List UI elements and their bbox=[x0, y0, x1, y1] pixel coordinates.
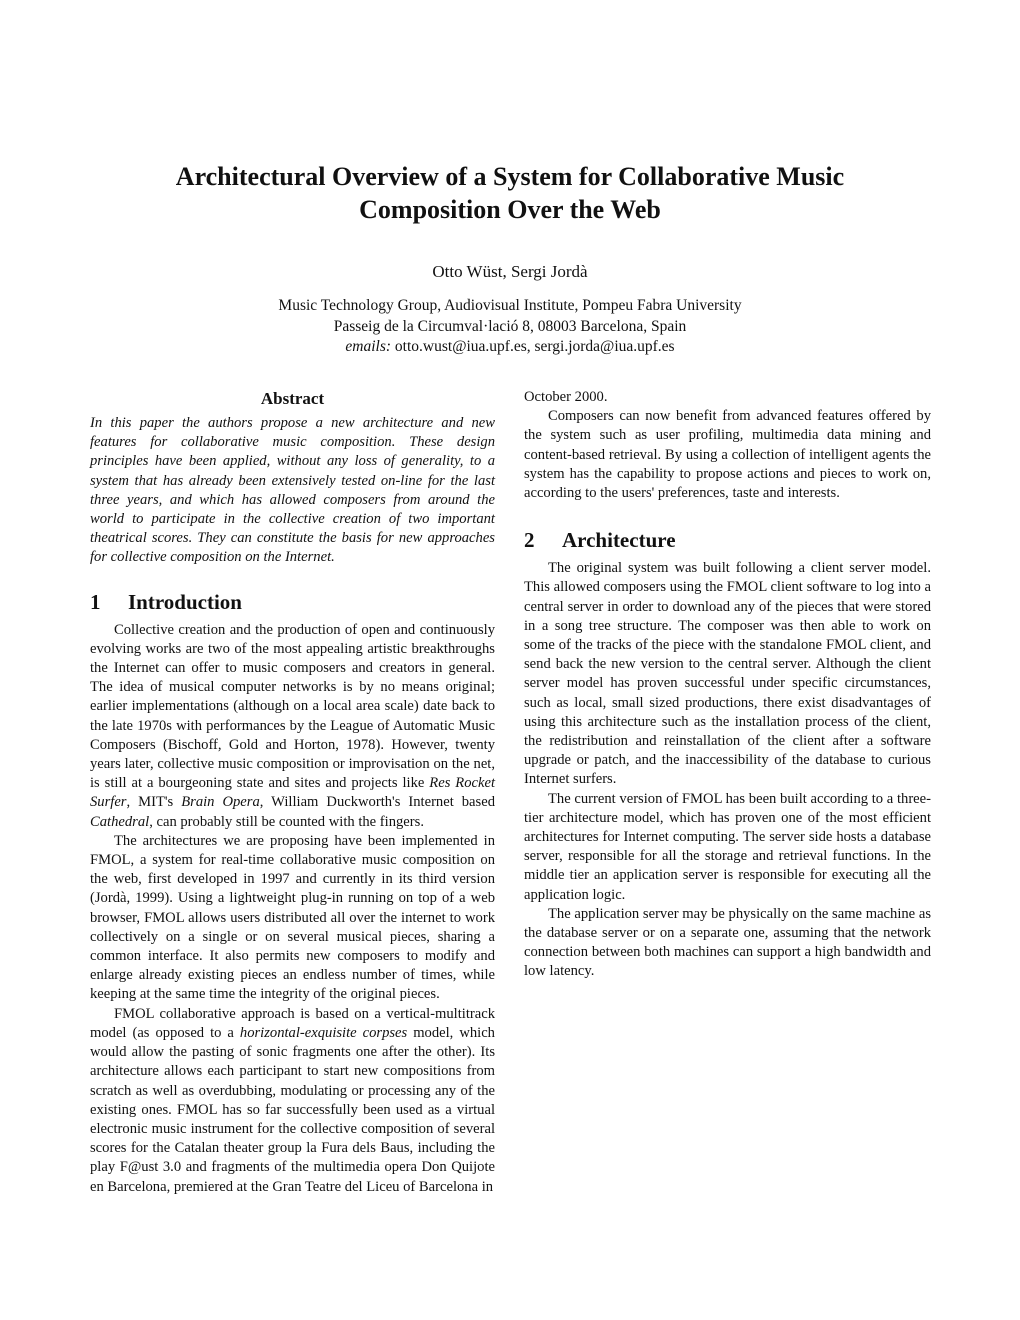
model-name: horizontal-exquisite corpses bbox=[239, 1024, 408, 1041]
project-name: Brain Opera bbox=[181, 794, 260, 811]
authors: Otto Wüst, Sergi Jordà bbox=[432, 262, 588, 281]
left-column bbox=[90, 388, 495, 1197]
affiliation-emails bbox=[0, 337, 1020, 358]
section-number: 1 bbox=[90, 589, 101, 614]
section-title: Architecture bbox=[562, 528, 676, 553]
emails-label: emails: bbox=[345, 338, 392, 355]
right-column bbox=[524, 388, 931, 982]
paper-title: Architectural Overview of a System for Collaborative Music Composition Over the Web bbox=[175, 162, 845, 224]
section-heading-introduction bbox=[90, 589, 495, 615]
paragraph: Collective creation and the production of open and continuously evolving works are two of the most appealing artistic breakthroughs the Internet can offer to music composers and creators in general. The idea of musical computer networks is by no means original; earlier implementations (although on a local area scale) date back to the late 1970s with performances by the League of Automatic Music Composers (Bischoff, Gold and Horton, 1978). However, twenty years later, collective music composition or improvisation on the net, is still at a bourgeoning state and sites and projects like Res Rocket Surfer, MIT's Brain Opera, William Duckworth's Internet based Cathedral, can probably still be counted with the fingers. bbox=[90, 621, 495, 830]
affiliation bbox=[0, 296, 1020, 358]
paragraph: The original system was built following a client server model. This allowed composers using the FMOL client software to log into a central server in order to download any of the pieces that were stored in a song tree structure. The composer was then able to work on some of the tracks of the piece with the standalone FMOL client, and send back the new version to the central server. Although the client server model has proven successful under specific circumstances, such as local, small sized productions, there exist disadvantages of using this architecture such as the installation process of the client, the redistribution and reinstallation of the client after a software upgrade or patch, and the inaccessibility of the database to curious Internet surfers. bbox=[524, 560, 931, 788]
abstract-text: In this paper the authors propose a new architecture and new features for collaborative music composition. These design principles have been applied, without any loss of generality, to a system that has already been extensively tested on-line for the last three years, and which has allowed composers from around the world to participate in the collective creation of two important theatrical scores. They can constitute the basis for new approaches for collective composition on the Internet. bbox=[90, 415, 495, 566]
paragraph: The architectures we are proposing have been implemented in FMOL, a system for real-time collaborative music composition on the web, first developed in 1997 and currently in its third version (Jordà, 1999). Using a lightweight plug-in running on top of a web browser, FMOL allows users distributed all over the internet to work collectively on a single or on several musical pieces, sharing a common interface. It also permits new composers to modify and enlarge already existing pieces an endless number of times, while keeping at the same time the integrity of the original pieces. bbox=[90, 832, 495, 1003]
section-heading-architecture bbox=[524, 527, 931, 553]
section-title: Introduction bbox=[128, 589, 242, 614]
abstract-heading: Abstract bbox=[260, 389, 325, 408]
affiliation-line-1: Music Technology Group, Audiovisual Institute, Pompeu Fabra University bbox=[278, 297, 742, 314]
affiliation-line-2: Passeig de la Circumval·lació 8, 08003 Barcelona, Spain bbox=[333, 317, 687, 335]
email-addresses: otto.wust@iua.upf.es, sergi.jorda@iua.upf.es bbox=[394, 338, 675, 355]
paragraph: FMOL collaborative approach is based on a vertical-multitrack model (as opposed to a horizontal-exquisite corpses model, which would allow the pasting of sonic fragments one after the other). Its architecture allows each participant to start new compositions from scratch as well as overdubbing, modulating or processing any of the existing ones. FMOL has so far successfully been used as a virtual electronic music instrument for the collective composition of several scores for the Catalan theater group la Fura dels Baus, including the play F@ust 3.0 and fragments of the multimedia opera Don Quijote en Barcelona, premiered at the Gran Teatre del Liceu of Barcelona in bbox=[90, 1005, 495, 1195]
paragraph: The application server may be physically on the same machine as the database server or on a separate one, assuming that the network connection between both machines can support a high bandwidth and low latency. bbox=[524, 905, 931, 980]
section-number: 2 bbox=[524, 528, 535, 553]
right-column-flow bbox=[524, 388, 931, 982]
paragraph: The current version of FMOL has been built according to a three-tier architecture model, which has proven one of the most efficient architectures for Internet computing. The server side hosts a database server, responsible for all the storage and retrieval functions. In the middle tier an application server is responsible for executing all the application logic. bbox=[524, 790, 931, 903]
project-name: Cathedral bbox=[90, 813, 150, 830]
paragraph: Composers can now benefit from advanced features offered by the system such as user profiling, multimedia data mining and content-based retrieval. By using a collection of intelligent agents the system has the capability to propose actions and pieces to work on, according to the users' preferences, taste and interests. bbox=[524, 408, 931, 502]
paragraph-continuation: October 2000. bbox=[524, 389, 608, 405]
project-name: Res Rocket Surfer bbox=[90, 775, 495, 811]
